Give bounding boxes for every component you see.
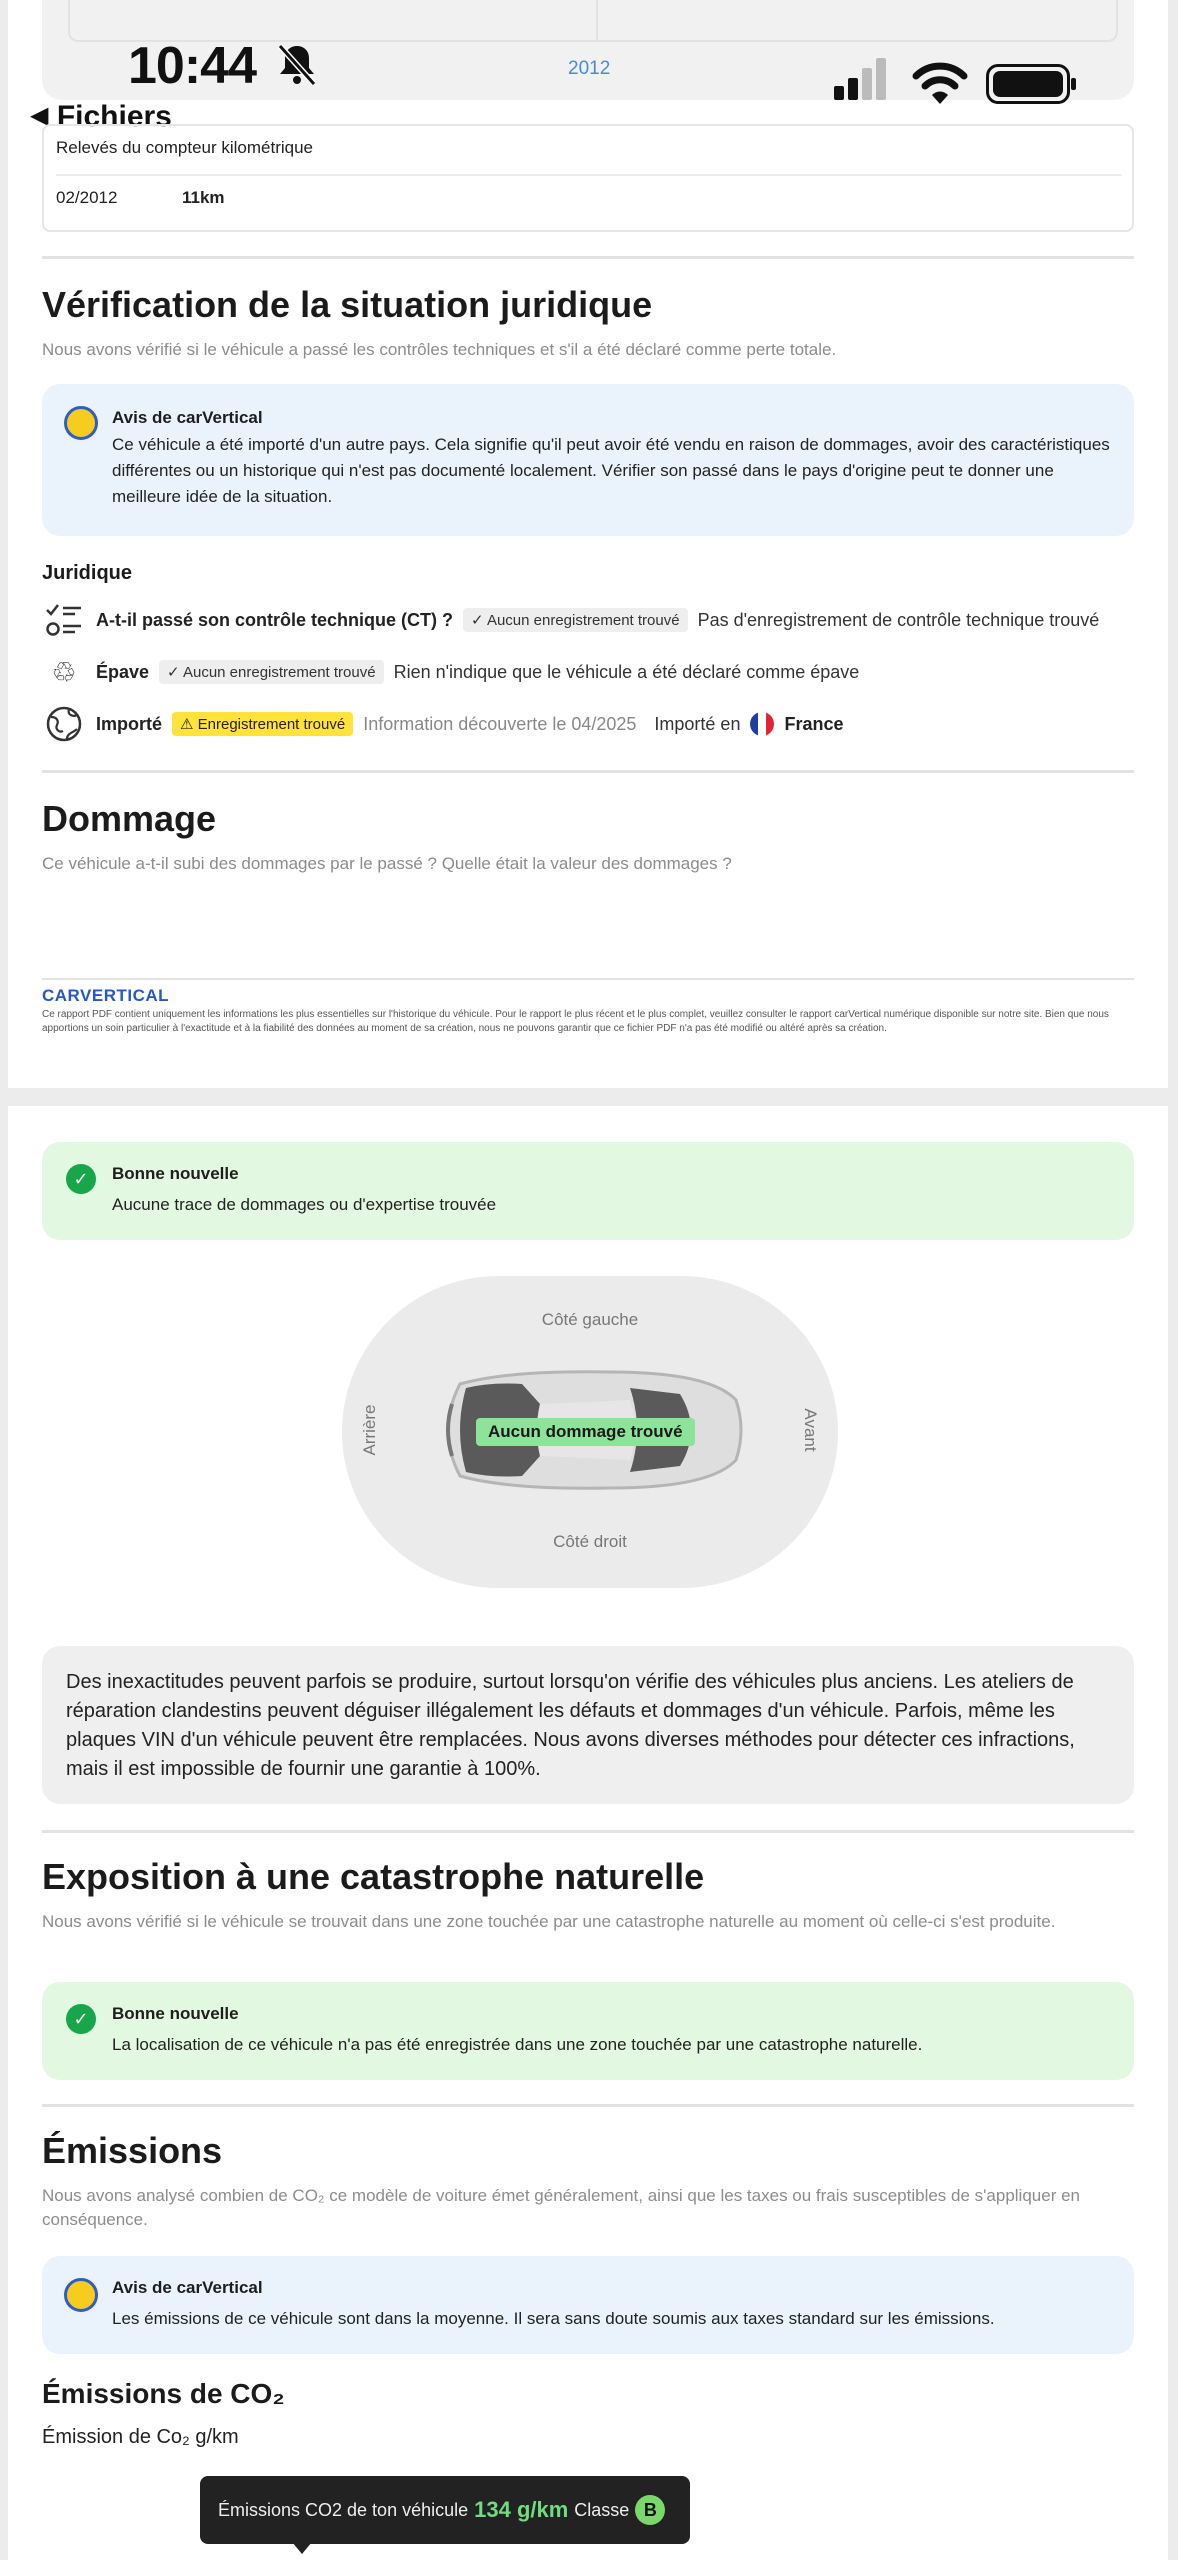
co2-class-badge: B xyxy=(635,2495,665,2525)
legal-notice xyxy=(42,384,1134,536)
legal-title: Vérification de la situation juridique xyxy=(42,284,653,325)
odometer-date: 02/2012 xyxy=(56,188,118,207)
odometer-value: 11km xyxy=(182,188,225,207)
wifi-icon xyxy=(912,62,968,111)
legal-row-ct xyxy=(42,600,1099,640)
legal-row-ct-info: Pas d'enregistrement de contrôle technique trouvé xyxy=(697,609,1100,630)
legal-row-import-prefix: Importé en xyxy=(654,713,741,734)
legal-row-wreck-label: Épave xyxy=(96,661,150,682)
legal-row-import-country: France xyxy=(784,713,844,734)
co2-subtitle: Émission de Co₂ g/km xyxy=(42,2426,239,2448)
footer-brand-logo: CARVERTICAL xyxy=(42,986,170,1005)
emissions-notice-text: Les émissions de ce véhicule sont dans la moyenne. Il sera sans doute soumis aux taxes standard sur les émissions. xyxy=(112,2309,995,2328)
damage-good-news-text: Aucune trace de dommages ou d'expertise trouvée xyxy=(112,1195,497,1214)
legal-row-import xyxy=(42,704,843,744)
legal-subtitle: Nous avons vérifié si le véhicule a passé les contrôles techniques et s'il a été déclaré comme perte totale. xyxy=(42,340,837,359)
france-flag-icon xyxy=(750,712,774,736)
co2-title: Émissions de CO₂ xyxy=(42,2378,285,2409)
battery-icon xyxy=(986,64,1070,104)
footer-divider xyxy=(42,978,1134,980)
legal-row-wreck-badge-label: Aucun enregistrement trouvé xyxy=(182,664,376,681)
co2-tooltip-prefix: Émissions CO2 de ton véhicule xyxy=(218,2499,469,2520)
legal-row-ct-label: A-t-il passé son contrôle technique (CT) ? xyxy=(96,609,454,630)
damage-diagram xyxy=(342,1276,838,1588)
damage-disclaimer xyxy=(42,1646,1134,1804)
disaster-good-news xyxy=(42,1982,1134,2080)
section-divider xyxy=(42,2104,1134,2107)
legal-heading: Juridique xyxy=(42,562,133,584)
check-icon: ✓ xyxy=(167,664,180,681)
odometer-title: Relevés du compteur kilométrique xyxy=(56,138,314,157)
tooltip-arrow xyxy=(292,2542,312,2554)
disaster-subtitle: Nous avons vérifié si le véhicule se trouvait dans une zone touchée par une catastrophe naturelle au moment où celle-ci s'est produite. xyxy=(42,1912,1056,1931)
legal-notice-text: Ce véhicule a été importé d'un autre pays. Cela signifie qu'il peut avoir été vendu en raison de dommages, avoir des caractéristiques différentes ou un historique qui n'est pas documenté localement. Vérifier son passé dans le pays d'origine peut te donner une meilleure idée de la situation. xyxy=(112,435,1110,506)
disaster-good-news-text: La localisation de ce véhicule n'a pas été enregistrée dans une zone touchée par une catastrophe naturelle. xyxy=(112,2035,923,2054)
legal-row-wreck-badge xyxy=(159,660,384,684)
damage-title: Dommage xyxy=(42,798,217,839)
damage-subtitle: Ce véhicule a-t-il subi des dommages par le passé ? Quelle était la valeur des dommages ? xyxy=(42,854,732,873)
co2-tooltip-value: 134 g/km xyxy=(474,2497,569,2522)
status-time: 10:44 xyxy=(128,37,256,95)
diagram-front-label: Avant xyxy=(801,1408,820,1452)
emissions-subtitle: Nous avons analysé combien de CO₂ ce modèle de voiture émet généralement, ainsi que les taxes ou frais susceptibles de s'appliquer en conséquence. xyxy=(42,2186,1080,2229)
back-chevron-icon: ◀ xyxy=(30,102,49,129)
back-label: Fichiers xyxy=(56,100,172,133)
check-circle-icon: ✓ xyxy=(66,2004,96,2034)
diagram-rear-label: Arrière xyxy=(360,1404,379,1456)
emissions-notice-title: Avis de carVertical xyxy=(112,2278,263,2297)
co2-tooltip xyxy=(200,2476,690,2544)
section-divider xyxy=(42,256,1134,259)
damage-disclaimer-text: Des inexactitudes peuvent parfois se produire, surtout lorsqu'on vérifie des véhicules plus anciens. Les ateliers de réparation clandestins peuvent déguiser illégalement les défauts et dommages d'un véhicule. Parfois, même les plaques VIN d'un véhicule peuvent être remplacées. Nous avons diverses méthodes pour détecter ces infractions, mais il est impossible de fournir une garantie à 100%. xyxy=(66,1671,1075,1780)
section-divider xyxy=(42,770,1134,773)
checklist-icon xyxy=(42,600,86,640)
legal-row-wreck xyxy=(42,652,859,692)
disaster-good-news-title: Bonne nouvelle xyxy=(112,2004,239,2023)
legal-row-import-info: Information découverte le 04/2025 xyxy=(363,713,637,734)
legal-row-wreck-info: Rien n'indique que le véhicule a été déclaré comme épave xyxy=(393,661,860,682)
odometer-divider xyxy=(56,174,1122,176)
year-label: 2012 xyxy=(568,58,611,79)
check-circle-icon: ✓ xyxy=(66,1164,96,1194)
carvertical-avatar-icon xyxy=(64,406,98,440)
recycle-icon: ♲ xyxy=(51,656,77,688)
section-divider xyxy=(42,1830,1134,1833)
emissions-notice xyxy=(42,2256,1134,2354)
legal-row-import-badge-label: Enregistrement trouvé xyxy=(197,716,346,733)
table-remnant-divider xyxy=(596,0,598,42)
co2-tooltip-class-label: Classe xyxy=(574,2499,630,2520)
footer-text: Ce rapport PDF contient uniquement les informations les plus essentielles sur l'historique du véhicule. Pour le rapport le plus récent et le plus complet, veuillez consulter le rapport carVertical numérique disponible sur notre site. Bien que nous apportions un soin particulier à l'exactitude et à la fiabilité des données au moment de sa création, nous ne pouvons garantir que ce fichier PDF n'a pas été modifié ou altéré après sa création. xyxy=(42,1009,1109,1034)
legal-notice-title: Avis de carVertical xyxy=(112,408,263,427)
globe-icon xyxy=(42,704,86,744)
damage-good-news-title: Bonne nouvelle xyxy=(112,1164,239,1183)
carvertical-avatar-icon xyxy=(64,2278,98,2312)
diagram-right-label: Côté droit xyxy=(553,1532,627,1551)
legal-row-import-label: Importé xyxy=(96,713,163,734)
disaster-title: Exposition à une catastrophe naturelle xyxy=(42,1856,705,1897)
legal-row-import-badge xyxy=(172,712,353,736)
diagram-left-label: Côté gauche xyxy=(541,1310,639,1329)
legal-row-ct-badge xyxy=(463,608,688,632)
signal-icon xyxy=(834,56,894,104)
damage-good-news xyxy=(42,1142,1134,1240)
bell-slash-icon xyxy=(276,42,318,91)
odometer-table xyxy=(42,124,1134,232)
legal-row-ct-badge-label: Aucun enregistrement trouvé xyxy=(486,612,680,629)
warning-icon: ⚠ xyxy=(180,716,194,733)
no-damage-badge: Aucun dommage trouvé xyxy=(476,1418,695,1446)
emissions-title: Émissions xyxy=(42,2130,223,2171)
check-icon: ✓ xyxy=(471,612,484,629)
